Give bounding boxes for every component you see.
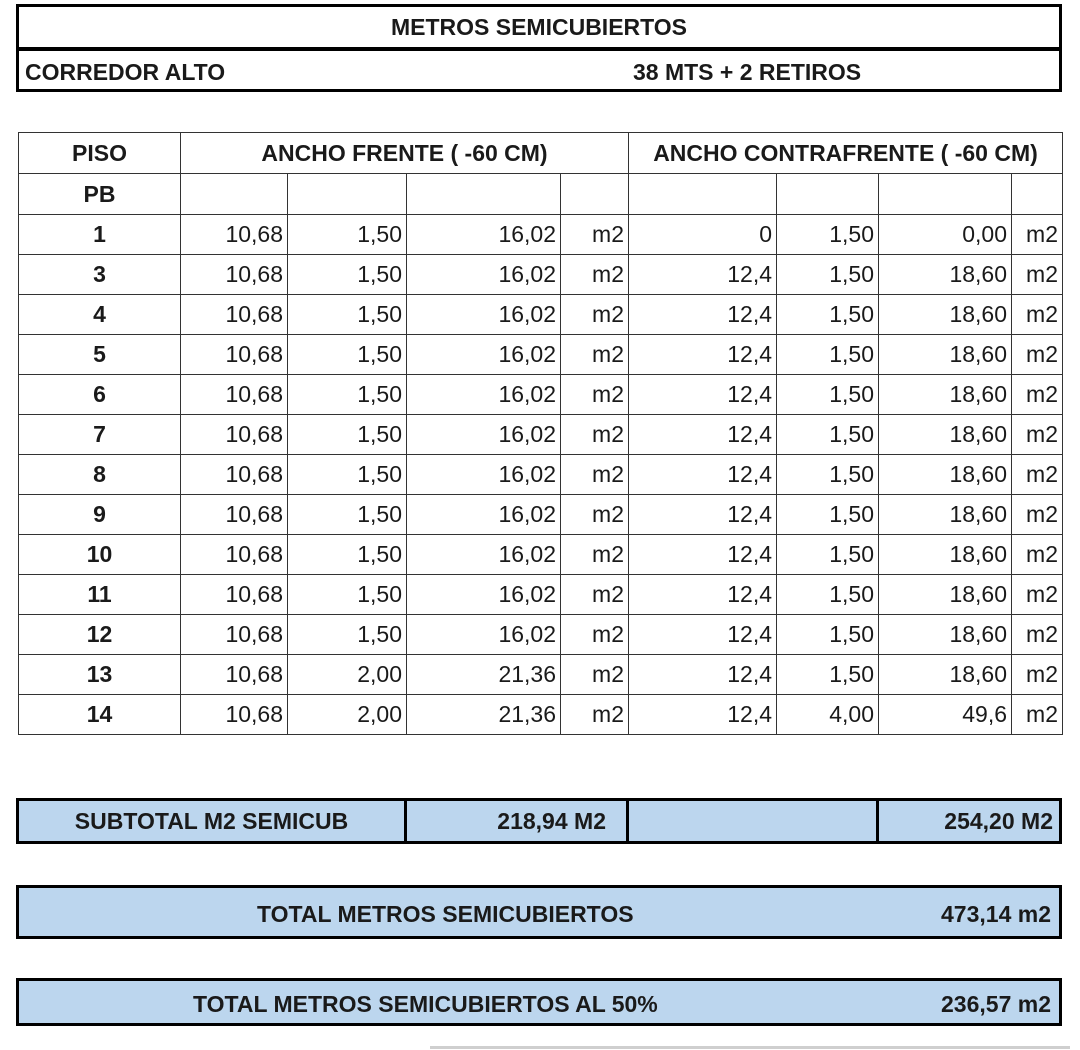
piso-cell: 12: [19, 615, 181, 655]
corridor-row: [16, 48, 1062, 92]
contrafrente-ancho-cell: 12,4: [629, 655, 777, 695]
contrafrente-area-cell: 18,60: [879, 535, 1012, 575]
frente-ancho-cell: 10,68: [181, 535, 288, 575]
frente-prof-cell: 1,50: [288, 455, 407, 495]
frente-prof-cell: 1,50: [288, 495, 407, 535]
total-label: TOTAL METROS SEMICUBIERTOS: [257, 901, 634, 927]
contrafrente-ancho-cell: 12,4: [629, 495, 777, 535]
table-row: [19, 335, 1063, 375]
subtotal-frente-cell: [407, 801, 629, 841]
piso-cell: 7: [19, 415, 181, 455]
piso-cell: 3: [19, 255, 181, 295]
total-value: 473,14 m2: [941, 901, 1051, 927]
piso-header: PISO: [19, 133, 181, 174]
empty-cell: [561, 174, 629, 215]
table-row: [19, 615, 1063, 655]
frente-ancho-cell: 10,68: [181, 255, 288, 295]
piso-cell: 10: [19, 535, 181, 575]
piso-cell: 4: [19, 295, 181, 335]
total-50-label: TOTAL METROS SEMICUBIERTOS AL 50%: [193, 991, 658, 1017]
table-row: [19, 695, 1063, 735]
frente-prof-cell: 1,50: [288, 615, 407, 655]
contrafrente-area-cell: 18,60: [879, 495, 1012, 535]
piso-cell: 1: [19, 215, 181, 255]
contrafrente-unit-cell: m2: [1012, 375, 1063, 415]
contrafrente-prof-cell: 1,50: [777, 575, 879, 615]
floors-table: [18, 132, 1063, 735]
contrafrente-area-cell: 18,60: [879, 575, 1012, 615]
frente-ancho-cell: 10,68: [181, 615, 288, 655]
contrafrente-ancho-cell: 12,4: [629, 535, 777, 575]
contrafrente-prof-cell: 1,50: [777, 255, 879, 295]
contrafrente-prof-cell: 1,50: [777, 335, 879, 375]
contrafrente-unit-cell: m2: [1012, 495, 1063, 535]
empty-cell: [288, 174, 407, 215]
table-row: [19, 655, 1063, 695]
frente-header: ANCHO FRENTE ( -60 CM): [181, 133, 629, 174]
contrafrente-unit-cell: m2: [1012, 335, 1063, 375]
subtotal-frente-value: 218,94 M2: [497, 807, 606, 834]
contrafrente-ancho-cell: 12,4: [629, 375, 777, 415]
piso-cell: 9: [19, 495, 181, 535]
subtotal-label-cell: [19, 801, 407, 841]
frente-ancho-cell: 10,68: [181, 415, 288, 455]
frente-area-cell: 16,02: [407, 495, 561, 535]
piso-cell: 5: [19, 335, 181, 375]
piso-cell: 14: [19, 695, 181, 735]
frente-prof-cell: 1,50: [288, 335, 407, 375]
contrafrente-prof-cell: 1,50: [777, 655, 879, 695]
piso-cell: 11: [19, 575, 181, 615]
table-row: [19, 495, 1063, 535]
subtotal-row: [16, 798, 1062, 844]
frente-prof-cell: 1,50: [288, 255, 407, 295]
piso-cell: 6: [19, 375, 181, 415]
contrafrente-unit-cell: m2: [1012, 255, 1063, 295]
frente-prof-cell: 1,50: [288, 415, 407, 455]
frente-area-cell: 21,36: [407, 695, 561, 735]
frente-unit-cell: m2: [561, 495, 629, 535]
table-row-pb: [19, 174, 1063, 215]
corridor-length: 38 MTS + 2 RETIROS: [633, 59, 862, 85]
frente-area-cell: 16,02: [407, 575, 561, 615]
contrafrente-area-cell: 49,6: [879, 695, 1012, 735]
contrafrente-ancho-cell: 12,4: [629, 295, 777, 335]
frente-ancho-cell: 10,68: [181, 455, 288, 495]
contrafrente-area-cell: 18,60: [879, 415, 1012, 455]
frente-prof-cell: 1,50: [288, 535, 407, 575]
frente-ancho-cell: 10,68: [181, 695, 288, 735]
frente-prof-cell: 2,00: [288, 695, 407, 735]
frente-area-cell: 16,02: [407, 335, 561, 375]
empty-cell: [181, 174, 288, 215]
table-row: [19, 575, 1063, 615]
table-row: [19, 535, 1063, 575]
contrafrente-prof-cell: 1,50: [777, 615, 879, 655]
frente-area-cell: 16,02: [407, 295, 561, 335]
frente-unit-cell: m2: [561, 575, 629, 615]
frente-ancho-cell: 10,68: [181, 655, 288, 695]
contrafrente-area-cell: 0,00: [879, 215, 1012, 255]
contrafrente-prof-cell: 1,50: [777, 375, 879, 415]
frente-ancho-cell: 10,68: [181, 215, 288, 255]
frente-ancho-cell: 10,68: [181, 495, 288, 535]
contrafrente-unit-cell: m2: [1012, 535, 1063, 575]
frente-area-cell: 16,02: [407, 255, 561, 295]
contrafrente-area-cell: 18,60: [879, 255, 1012, 295]
frente-unit-cell: m2: [561, 215, 629, 255]
frente-area-cell: 16,02: [407, 215, 561, 255]
contrafrente-ancho-cell: 12,4: [629, 455, 777, 495]
frente-area-cell: 16,02: [407, 415, 561, 455]
sheet-title: [16, 4, 1062, 50]
contrafrente-prof-cell: 1,50: [777, 455, 879, 495]
subtotal-contrafrente-value: 254,20 M2: [944, 807, 1053, 834]
total-row: [16, 885, 1062, 939]
contrafrente-unit-cell: m2: [1012, 295, 1063, 335]
contrafrente-unit-cell: m2: [1012, 695, 1063, 735]
frente-prof-cell: 1,50: [288, 215, 407, 255]
frente-unit-cell: m2: [561, 455, 629, 495]
table-row: [19, 375, 1063, 415]
contrafrente-header: ANCHO CONTRAFRENTE ( -60 CM): [629, 133, 1063, 174]
table-row: [19, 215, 1063, 255]
contrafrente-ancho-cell: 12,4: [629, 575, 777, 615]
frente-area-cell: 16,02: [407, 375, 561, 415]
empty-cell: [407, 174, 561, 215]
frente-ancho-cell: 10,68: [181, 295, 288, 335]
frente-ancho-cell: 10,68: [181, 575, 288, 615]
frente-area-cell: 16,02: [407, 535, 561, 575]
empty-cell: [1012, 174, 1063, 215]
frente-unit-cell: m2: [561, 335, 629, 375]
frente-unit-cell: m2: [561, 535, 629, 575]
contrafrente-ancho-cell: 12,4: [629, 695, 777, 735]
contrafrente-area-cell: 18,60: [879, 295, 1012, 335]
table-row: [19, 255, 1063, 295]
contrafrente-unit-cell: m2: [1012, 215, 1063, 255]
contrafrente-unit-cell: m2: [1012, 455, 1063, 495]
frente-unit-cell: m2: [561, 295, 629, 335]
contrafrente-area-cell: 18,60: [879, 375, 1012, 415]
contrafrente-area-cell: 18,60: [879, 335, 1012, 375]
frente-prof-cell: 2,00: [288, 655, 407, 695]
table-header-row: [19, 133, 1063, 174]
contrafrente-unit-cell: m2: [1012, 575, 1063, 615]
contrafrente-area-cell: 18,60: [879, 615, 1012, 655]
contrafrente-unit-cell: m2: [1012, 655, 1063, 695]
contrafrente-ancho-cell: 12,4: [629, 335, 777, 375]
piso-cell: 8: [19, 455, 181, 495]
frente-ancho-cell: 10,68: [181, 375, 288, 415]
frente-ancho-cell: 10,68: [181, 335, 288, 375]
frente-unit-cell: m2: [561, 415, 629, 455]
total-50-row: [16, 978, 1062, 1026]
bottom-divider: [430, 1046, 1070, 1049]
subtotal-contrafrente-cell: [879, 801, 1059, 841]
frente-unit-cell: m2: [561, 695, 629, 735]
frente-area-cell: 21,36: [407, 655, 561, 695]
contrafrente-prof-cell: 1,50: [777, 535, 879, 575]
piso-cell: 13: [19, 655, 181, 695]
frente-area-cell: 16,02: [407, 455, 561, 495]
contrafrente-ancho-cell: 12,4: [629, 615, 777, 655]
frente-area-cell: 16,02: [407, 615, 561, 655]
table-row: [19, 415, 1063, 455]
contrafrente-unit-cell: m2: [1012, 615, 1063, 655]
frente-unit-cell: m2: [561, 255, 629, 295]
contrafrente-prof-cell: 1,50: [777, 215, 879, 255]
piso-cell: PB: [19, 174, 181, 215]
empty-cell: [879, 174, 1012, 215]
subtotal-label: SUBTOTAL M2 SEMICUB: [74, 807, 349, 834]
frente-unit-cell: m2: [561, 375, 629, 415]
contrafrente-prof-cell: 1,50: [777, 415, 879, 455]
contrafrente-prof-cell: 1,50: [777, 495, 879, 535]
table-row: [19, 455, 1063, 495]
subtotal-empty-cell: [629, 801, 879, 841]
frente-unit-cell: m2: [561, 655, 629, 695]
contrafrente-prof-cell: 1,50: [777, 295, 879, 335]
total-50-value: 236,57 m2: [941, 991, 1051, 1017]
contrafrente-ancho-cell: 12,4: [629, 255, 777, 295]
contrafrente-unit-cell: m2: [1012, 415, 1063, 455]
frente-prof-cell: 1,50: [288, 375, 407, 415]
empty-cell: [629, 174, 777, 215]
contrafrente-area-cell: 18,60: [879, 455, 1012, 495]
sheet-title-text: METROS SEMICUBIERTOS: [390, 13, 688, 40]
frente-prof-cell: 1,50: [288, 295, 407, 335]
contrafrente-prof-cell: 4,00: [777, 695, 879, 735]
contrafrente-ancho-cell: 0: [629, 215, 777, 255]
table-row: [19, 295, 1063, 335]
contrafrente-ancho-cell: 12,4: [629, 415, 777, 455]
frente-unit-cell: m2: [561, 615, 629, 655]
frente-prof-cell: 1,50: [288, 575, 407, 615]
contrafrente-area-cell: 18,60: [879, 655, 1012, 695]
corridor-label: CORREDOR ALTO: [25, 59, 226, 85]
empty-cell: [777, 174, 879, 215]
